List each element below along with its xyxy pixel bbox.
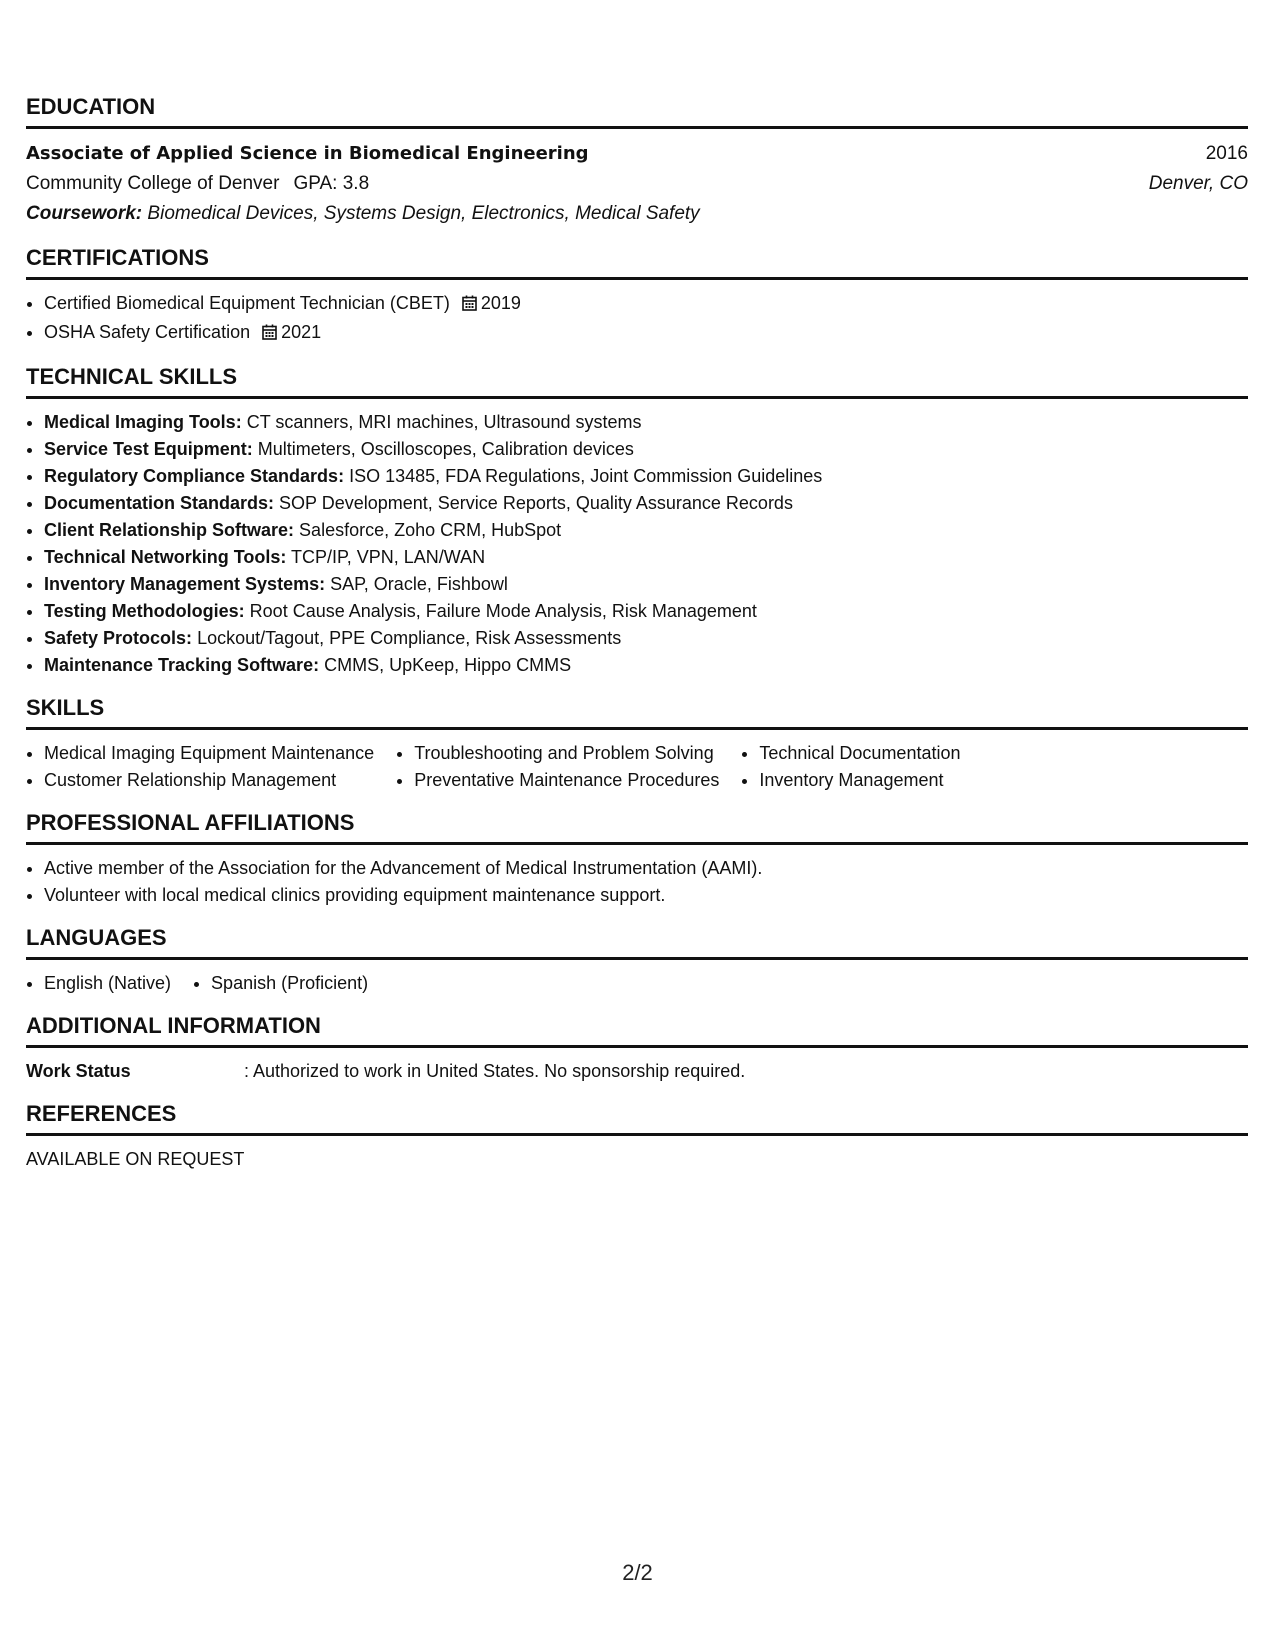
skill-values: SAP, Oracle, Fishbowl — [330, 574, 508, 594]
school-name: Community College of Denver — [26, 173, 280, 194]
work-status-label: Work Status — [26, 1061, 131, 1081]
skill-category: Medical Imaging Tools: — [44, 412, 242, 432]
section-divider — [26, 1133, 1248, 1136]
skill-category: Maintenance Tracking Software: — [44, 655, 320, 675]
school-location: Denver, CO — [1148, 173, 1248, 194]
certification-name: OSHA Safety Certification — [44, 322, 251, 342]
skill-item: • Preventative Maintenance Procedures — [414, 767, 719, 794]
section-divider — [26, 126, 1248, 129]
languages-section — [26, 923, 1248, 997]
graduation-year: 2016 — [1205, 143, 1248, 164]
certification-item — [44, 319, 1248, 348]
affiliations-heading: PROFESSIONAL AFFILIATIONS — [26, 810, 355, 835]
skills-column — [741, 740, 960, 794]
technical-skill-item — [44, 436, 1248, 463]
affiliation-item: • Active member of the Association for the Advancement of Medical Instrumentation (AAMI). — [44, 855, 1248, 882]
skill-values: Root Cause Analysis, Failure Mode Analysis, Risk Management — [249, 601, 757, 621]
skill-values: Multimeters, Oscilloscopes, Calibration devices — [257, 439, 634, 459]
skill-category: Testing Methodologies: — [44, 601, 245, 621]
affiliation-item: • Volunteer with local medical clinics providing equipment maintenance support. — [44, 882, 1248, 909]
calendar-icon — [462, 292, 477, 319]
certification-item — [44, 290, 1248, 319]
certification-year: 2019 — [480, 293, 521, 313]
work-status-value: : Authorized to work in United States. No sponsorship required. — [244, 1061, 746, 1081]
skill-category: Technical Networking Tools: — [44, 547, 287, 567]
skill-category: Documentation Standards: — [44, 493, 275, 513]
skills-column — [26, 740, 374, 794]
additional-info-section — [26, 1011, 1248, 1085]
education-section — [26, 92, 1248, 229]
section-divider — [26, 396, 1248, 399]
references-text: AVAILABLE ON REQUEST — [26, 1149, 245, 1169]
technical-skill-item — [44, 652, 1248, 679]
certification-year: 2021 — [281, 322, 322, 342]
skill-values: Lockout/Tagout, PPE Compliance, Risk Assessments — [197, 628, 622, 648]
skill-item: • Technical Documentation — [759, 740, 960, 767]
skill-values: TCP/IP, VPN, LAN/WAN — [291, 547, 486, 567]
technical-skills-section — [26, 362, 1248, 679]
additional-info-heading: ADDITIONAL INFORMATION — [26, 1013, 321, 1038]
skill-category: Client Relationship Software: — [44, 520, 295, 540]
skill-category: Regulatory Compliance Standards: — [44, 466, 345, 486]
skills-section — [26, 693, 1248, 794]
skill-values: CT scanners, MRI machines, Ultrasound systems — [246, 412, 642, 432]
technical-skill-item — [44, 463, 1248, 490]
skill-item: • Inventory Management — [759, 767, 960, 794]
resume-page — [26, 92, 1248, 1187]
skill-values: CMMS, UpKeep, Hippo CMMS — [324, 655, 572, 675]
skill-category: Inventory Management Systems: — [44, 574, 326, 594]
section-divider — [26, 727, 1248, 730]
technical-skill-item — [44, 625, 1248, 652]
section-divider — [26, 842, 1248, 845]
education-heading: EDUCATION — [26, 94, 156, 119]
language-item: • Spanish (Proficient) — [211, 970, 368, 997]
technical-skill-item — [44, 490, 1248, 517]
languages-heading: LANGUAGES — [26, 925, 167, 950]
technical-skill-item — [44, 571, 1248, 598]
skill-item: • Troubleshooting and Problem Solving — [414, 740, 719, 767]
section-divider — [26, 957, 1248, 960]
section-divider — [26, 1045, 1248, 1048]
references-section — [26, 1099, 1248, 1173]
skill-values: ISO 13485, FDA Regulations, Joint Commission Guidelines — [349, 466, 823, 486]
skills-heading: SKILLS — [26, 695, 105, 720]
skills-column — [396, 740, 719, 794]
gpa: GPA: 3.8 — [293, 173, 370, 194]
skill-category: Safety Protocols: — [44, 628, 193, 648]
skill-item: • Customer Relationship Management — [44, 767, 374, 794]
skill-category: Service Test Equipment: — [44, 439, 253, 459]
references-heading: REFERENCES — [26, 1101, 177, 1126]
certification-name: Certified Biomedical Equipment Technician (CBET) — [44, 293, 450, 313]
technical-skill-item — [44, 517, 1248, 544]
section-divider — [26, 277, 1248, 280]
technical-skill-item — [44, 544, 1248, 571]
technical-skill-item — [44, 598, 1248, 625]
certifications-heading: CERTIFICATIONS — [26, 245, 209, 270]
language-item: • English (Native) — [44, 970, 171, 997]
affiliations-section — [26, 808, 1248, 909]
certifications-section — [26, 243, 1248, 348]
coursework-label: Coursework: — [26, 203, 143, 224]
skill-item: • Medical Imaging Equipment Maintenance — [44, 740, 374, 767]
degree-title: Associate of Applied Science in Biomedical Engineering — [26, 143, 589, 164]
technical-skill-item — [44, 409, 1248, 436]
calendar-icon — [262, 321, 277, 348]
skill-values: SOP Development, Service Reports, Quality Assurance Records — [279, 493, 793, 513]
coursework-list: Biomedical Devices, Systems Design, Electronics, Medical Safety — [147, 203, 700, 224]
page-number: 2/2 — [622, 1560, 653, 1585]
technical-skills-heading: TECHNICAL SKILLS — [26, 364, 238, 389]
skill-values: Salesforce, Zoho CRM, HubSpot — [299, 520, 562, 540]
